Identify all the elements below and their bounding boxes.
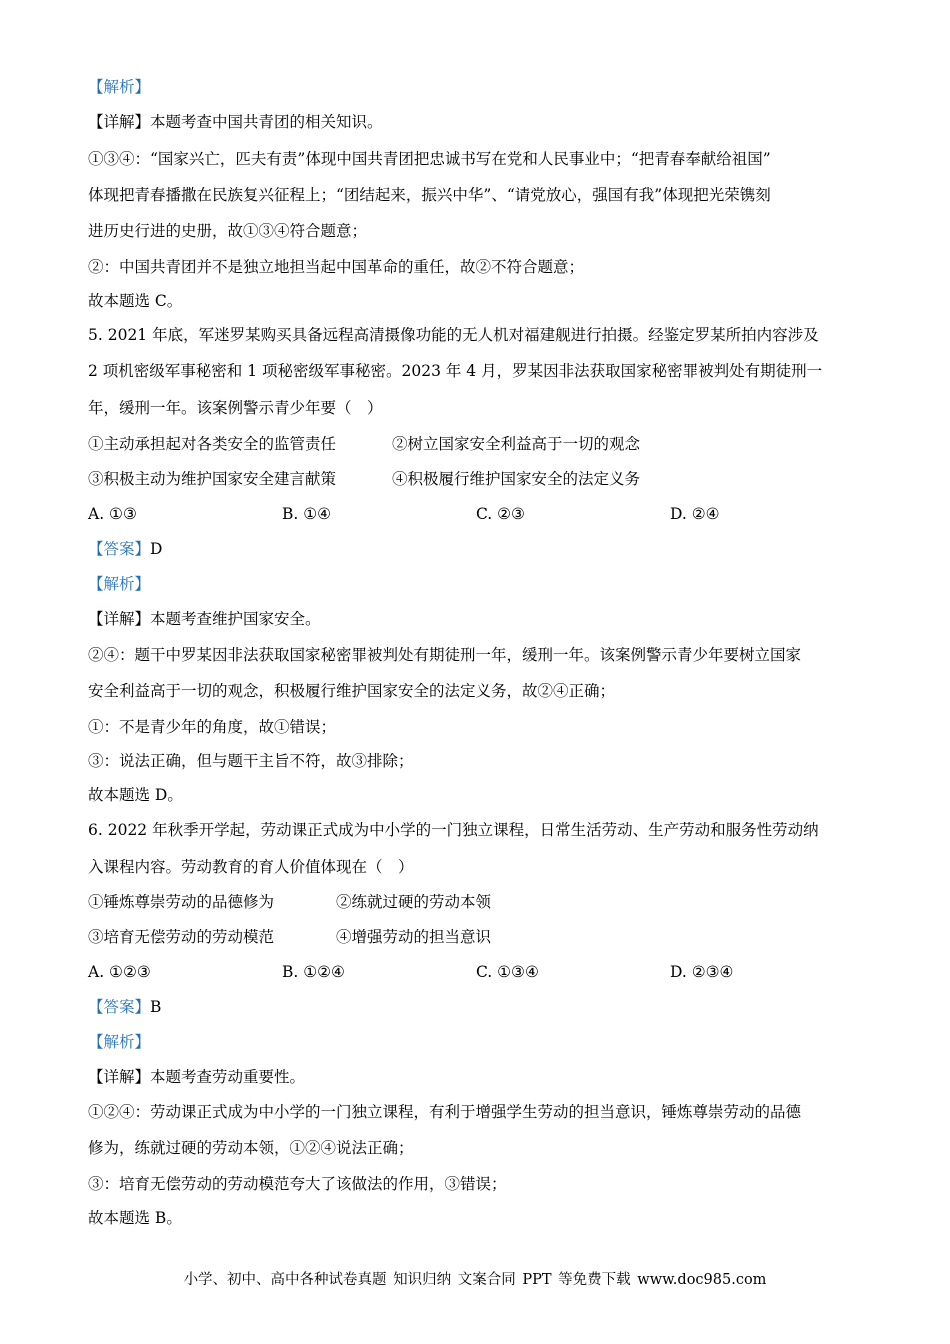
choice-item: ②树立国家安全利益高于一切的观念 [392, 435, 641, 453]
detail-text: 本题考查中国共青团的相关知识。 [150, 113, 383, 131]
answer-value: B [150, 998, 162, 1016]
body-line: ①：不是青少年的角度，故①错误； [88, 718, 337, 736]
body-line: ②：中国共青团并不是独立地担当起中国革命的重任，故②不符合题意； [88, 258, 585, 276]
body-line: 故本题选 D。 [88, 786, 183, 804]
analysis-tag: 【解析】 [88, 575, 151, 593]
analysis-tag: 【解析】 [88, 78, 151, 96]
option-d: D. ②③④ [670, 963, 734, 981]
detail-text: 本题考查劳动重要性。 [150, 1068, 306, 1086]
detail-line [88, 1067, 305, 1087]
question-stem: 入课程内容。劳动教育的育人价值体现在（ ） [88, 858, 414, 876]
detail-text: 本题考查维护国家安全。 [150, 610, 321, 628]
option-c: C. ②③ [476, 505, 525, 523]
option-d: D. ②④ [670, 505, 720, 523]
option-a: A. ①③ [88, 505, 137, 523]
choice-item: ③积极主动为维护国家安全建言献策 [88, 470, 337, 488]
choice-item: ③培育无偿劳动的劳动模范 [88, 928, 275, 946]
option-b: B. ①②④ [282, 963, 345, 981]
detail-tag: 【详解】 [88, 610, 151, 628]
answer-line [88, 997, 161, 1017]
choice-item: ④积极履行维护国家安全的法定义务 [392, 470, 641, 488]
question-stem: 6. 2022 年秋季开学起，劳动课正式成为中小学的一门独立课程，日常生活劳动、生产劳动和服务性劳动纳 [88, 821, 819, 839]
choice-item: ④增强劳动的担当意识 [336, 928, 492, 946]
answer-line [88, 539, 162, 559]
choice-item: ①锤炼尊崇劳动的品德修为 [88, 893, 275, 911]
body-line: ①②④：劳动课正式成为中小学的一门独立课程，有利于增强学生劳动的担当意识，锤炼尊崇劳动的品德 [88, 1103, 802, 1121]
detail-line [88, 112, 383, 132]
answer-tag: 【答案】 [88, 998, 151, 1016]
answer-value: D [150, 540, 163, 558]
body-line: ①③④：“国家兴亡，匹夫有责”体现中国共青团把忠诚书写在党和人民事业中；“把青春奉献给祖国” [88, 150, 771, 168]
body-line: 故本题选 B。 [88, 1209, 182, 1227]
body-line: 进历史行进的史册，故①③④符合题意； [88, 222, 368, 240]
detail-tag: 【详解】 [88, 1068, 151, 1086]
answer-tag: 【答案】 [88, 540, 151, 558]
option-a: A. ①②③ [88, 963, 151, 981]
question-stem: 年，缓刑一年。该案例警示青少年要（ ） [88, 399, 383, 417]
choice-item: ①主动承担起对各类安全的监管责任 [88, 435, 337, 453]
body-line: ③：说法正确，但与题干主旨不符，故③排除； [88, 752, 414, 770]
option-b: B. ①④ [282, 505, 332, 523]
page-footer: 小学、初中、高中各种试卷真题 知识归纳 文案合同 PPT 等免费下载 www.doc985.com [183, 1272, 767, 1288]
question-stem: 5. 2021 年底，军迷罗某购买具备远程高清摄像功能的无人机对福建舰进行拍摄。经鉴定罗某所拍内容涉及 [88, 326, 819, 344]
detail-line [88, 609, 321, 629]
choice-item: ②练就过硬的劳动本领 [336, 893, 492, 911]
question-stem: 2 项机密级军事秘密和 1 项秘密级军事秘密。2023 年 4 月，罗某因非法获取国家秘密罪被判处有期徒刑一 [88, 362, 823, 380]
body-line: ②④：题干中罗某因非法获取国家秘密罪被判处有期徒刑一年，缓刑一年。该案例警示青少年要树立国家 [88, 646, 802, 664]
body-line: ③：培育无偿劳动的劳动模范夸大了该做法的作用，③错误； [88, 1175, 507, 1193]
analysis-tag: 【解析】 [88, 1033, 151, 1051]
option-c: C. ①③④ [476, 963, 539, 981]
body-line: 体现把青春播撒在民族复兴征程上；“团结起来，振兴中华”、“请党放心，强国有我”体现把光荣镌刻 [88, 186, 771, 204]
body-line: 故本题选 C。 [88, 292, 183, 310]
body-line: 安全利益高于一切的观念，积极履行维护国家安全的法定义务，故②④正确； [88, 682, 616, 700]
body-line: 修为，练就过硬的劳动本领，①②④说法正确； [88, 1139, 414, 1157]
detail-tag: 【详解】 [88, 113, 151, 131]
